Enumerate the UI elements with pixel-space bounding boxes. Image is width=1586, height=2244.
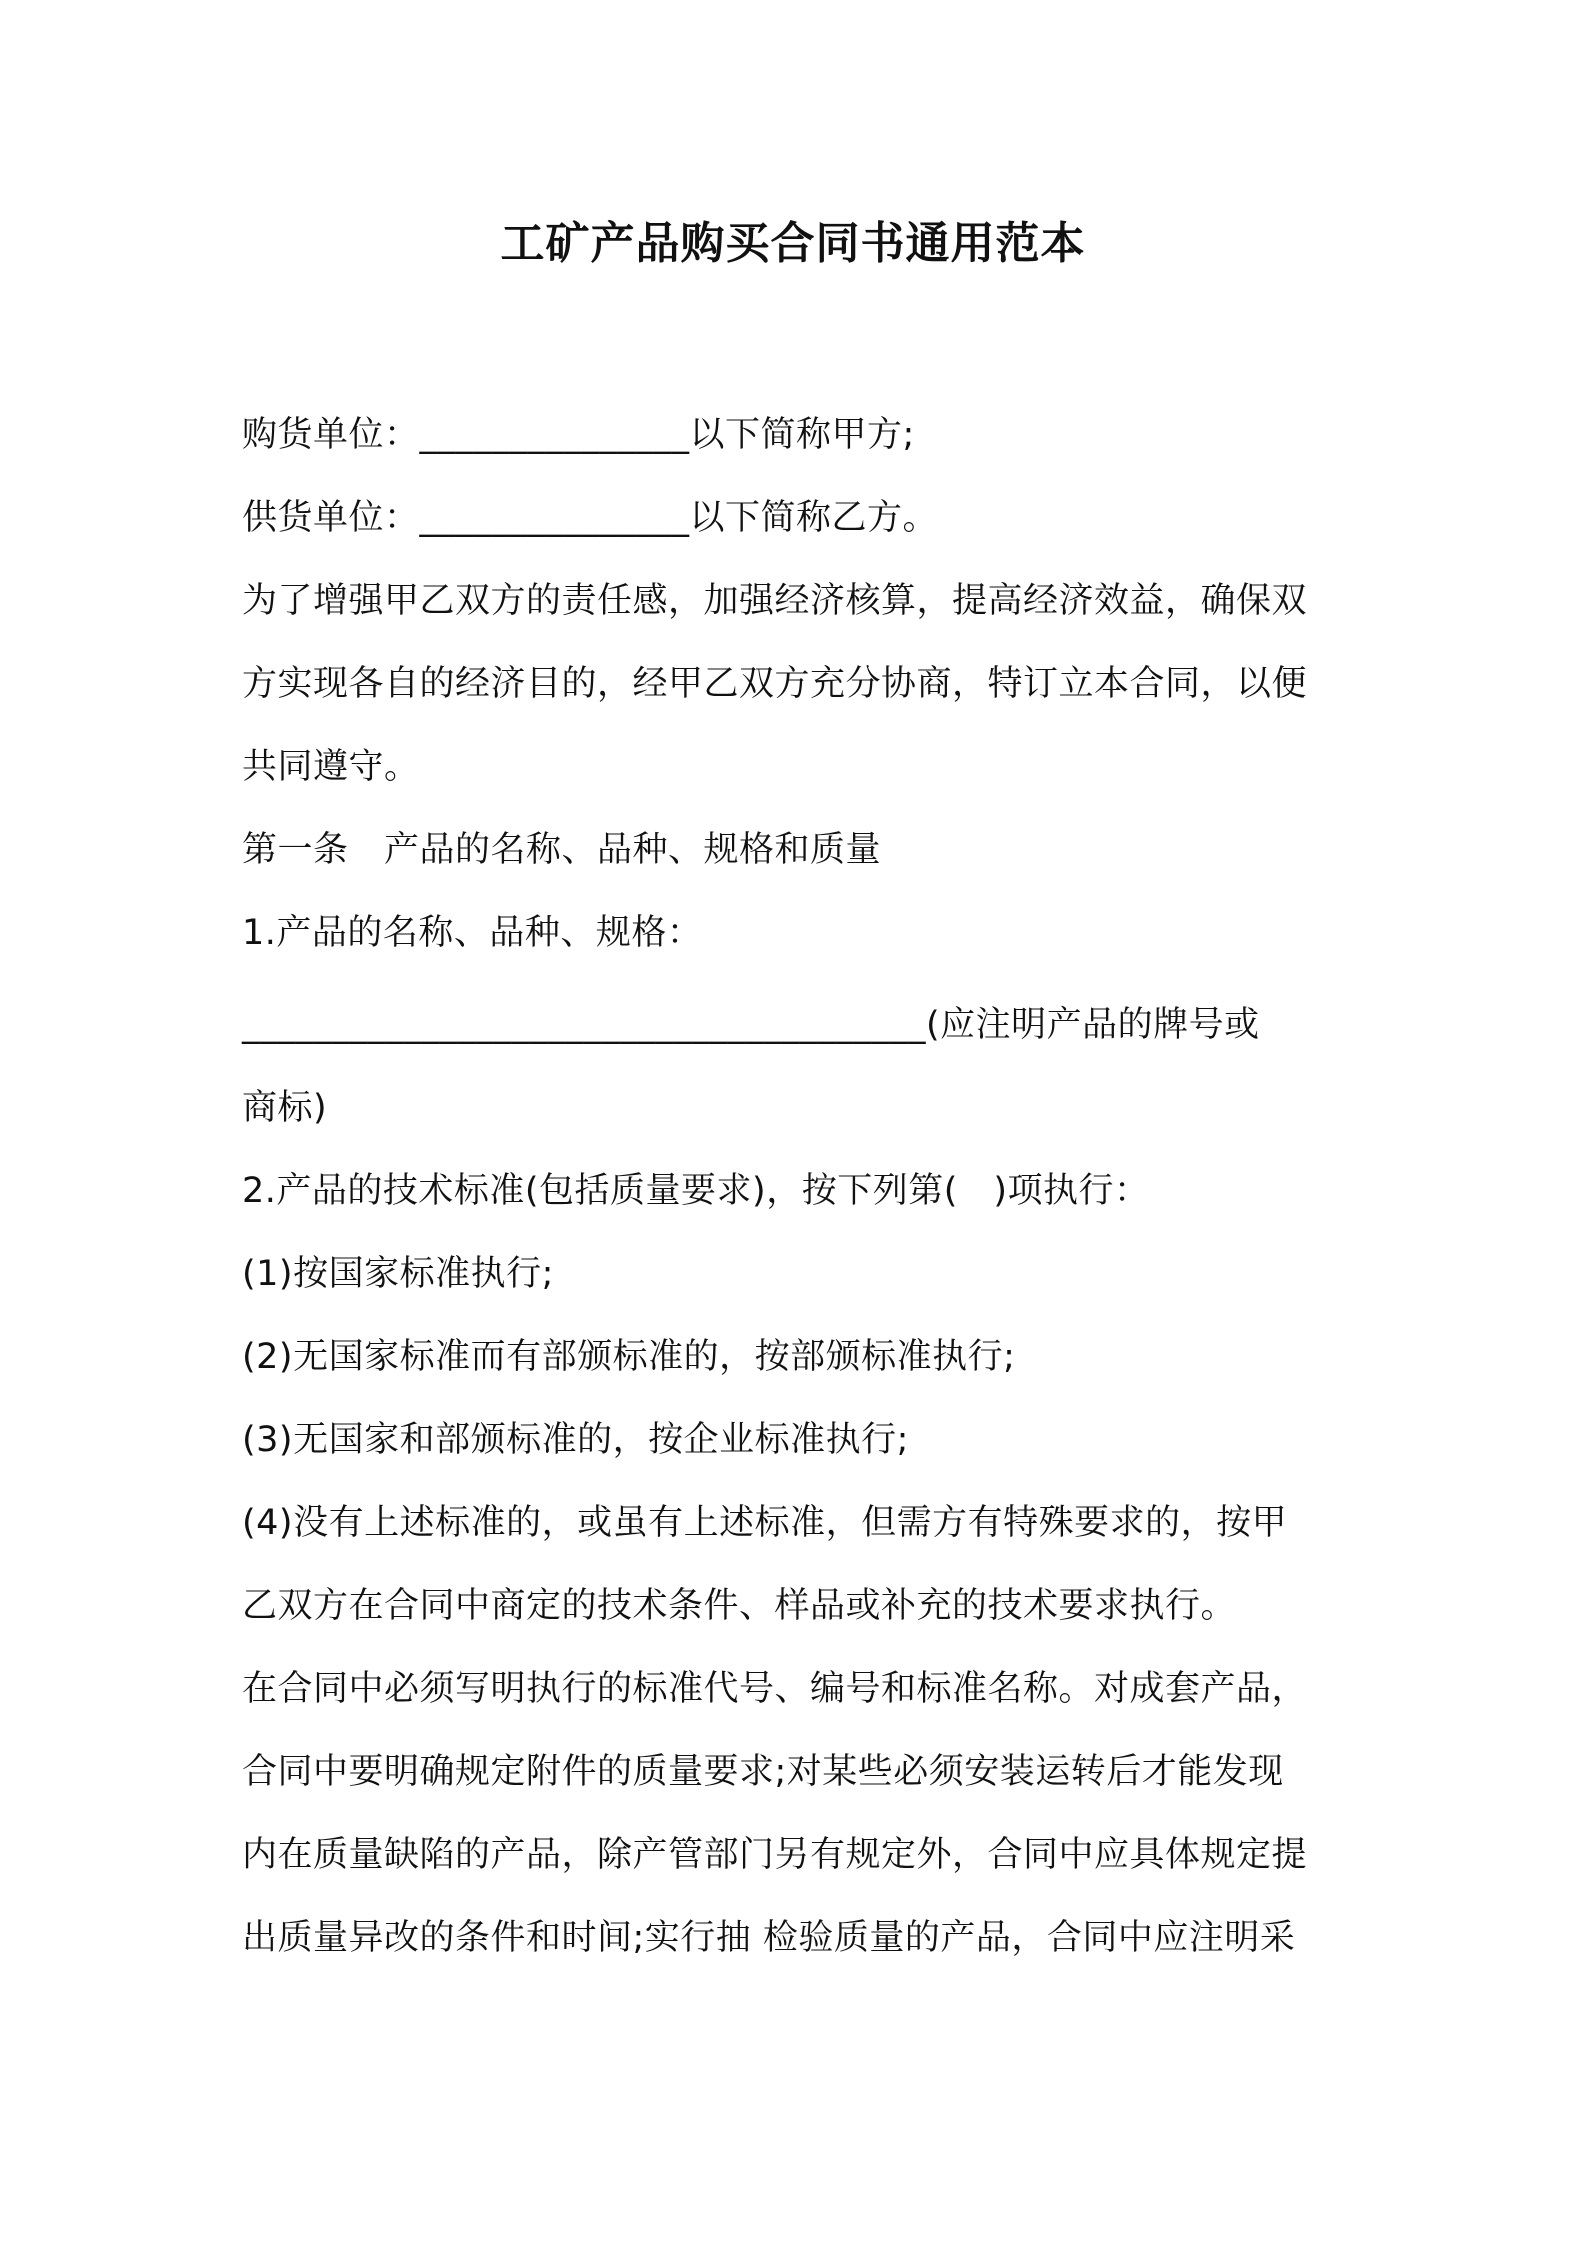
standards-para-line-4: 出质量异改的条件和时间;实行抽 检验质量的产品，合同中应注明采: [242, 1918, 1296, 1958]
article-1-heading: 第一条 产品的名称、品种、规格和质量: [242, 830, 882, 870]
item-1-line: 1.产品的名称、品种、规格：: [242, 913, 703, 953]
option-4-line-cont: 乙双方在合同中商定的技术条件、样品或补充的技术要求执行。: [242, 1586, 1237, 1626]
preamble-line-3: 共同遵守。: [242, 747, 420, 787]
preamble-line-2: 方实现各自的经济目的，经甲乙双方充分协商，特订立本合同，以便: [242, 664, 1308, 704]
buyer-line: 购货单位：_______________以下简称甲方;: [242, 415, 915, 455]
standards-para-line-2: 合同中要明确规定附件的质量要求;对某些必须安装运转后才能发现: [242, 1752, 1284, 1792]
standards-para-line-1: 在合同中必须写明执行的标准代号、编号和标准名称。对成套产品，: [242, 1669, 1308, 1709]
option-1-line: (1)按国家标准执行;: [242, 1254, 554, 1294]
option-2-line: (2)无国家标准而有部颁标准的，按部颁标准执行;: [242, 1337, 1016, 1377]
document-title: 工矿产品购买合同书通用范本: [500, 218, 1086, 269]
option-3-line: (3)无国家和部颁标准的，按企业标准执行;: [242, 1420, 909, 1460]
preamble-line-1: 为了增强甲乙双方的责任感，加强经济核算，提高经济效益，确保双: [242, 581, 1308, 621]
option-4-line: (4)没有上述标准的，或虽有上述标准，但需方有特殊要求的，按甲: [242, 1503, 1288, 1543]
item-1-blank-line-cont: 商标): [242, 1088, 328, 1128]
supplier-line: 供货单位：_______________以下简称乙方。: [242, 498, 939, 538]
standards-para-line-3: 内在质量缺陷的产品，除产管部门另有规定外，合同中应具体规定提: [242, 1835, 1308, 1875]
item-1-blank-line: ______________________________________(应注明产品的牌号或: [242, 1005, 1260, 1045]
item-2-line: 2.产品的技术标准(包括质量要求)，按下列第( )项执行：: [242, 1171, 1150, 1211]
